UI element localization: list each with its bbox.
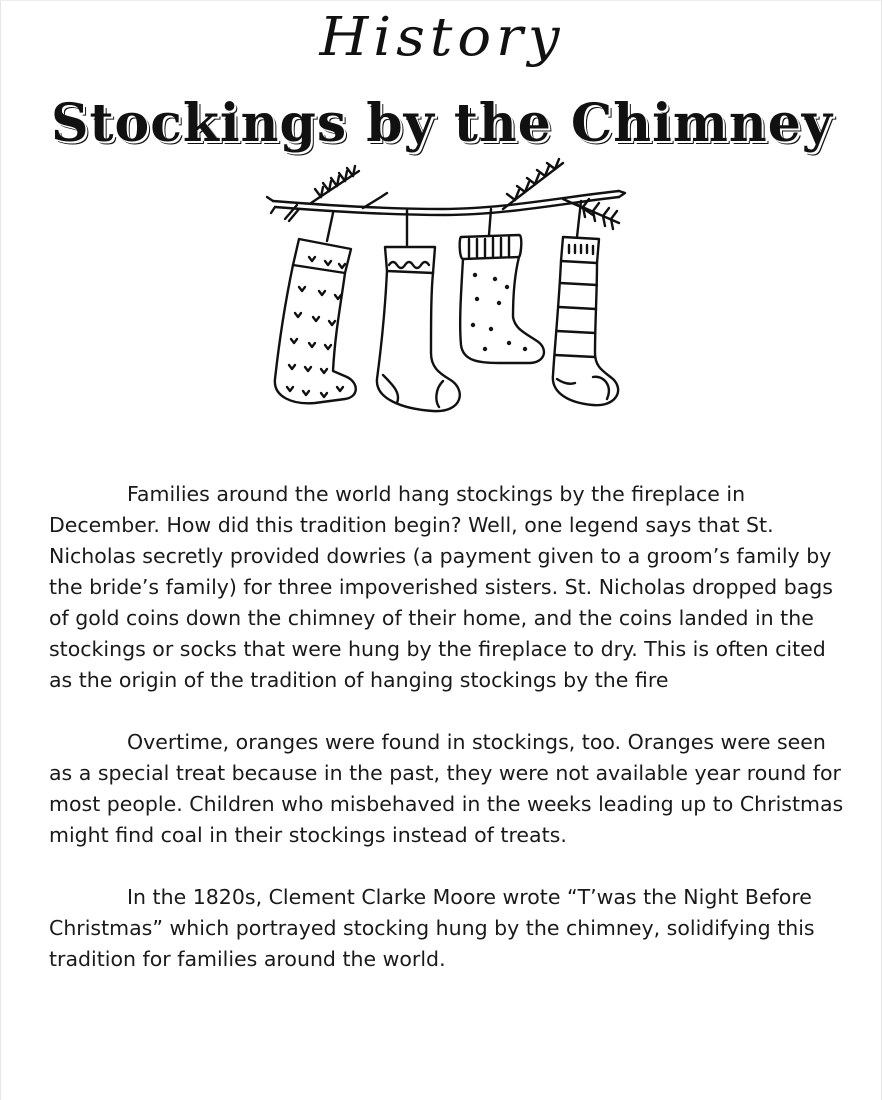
stocking-1-icon [275, 213, 356, 403]
article-body [49, 479, 849, 975]
page-title: Stockings by the Chimney [50, 93, 833, 154]
paragraph-3: In the 1820s, Clement Clarke Moore wrote “T’was the Night Before Christmas” which portrayed stocking hung by the chimney, solidifying this tradition for families around the world. [49, 885, 815, 971]
stocking-2-icon [377, 209, 460, 411]
paragraph-1: Families around the world hang stockings by the fireplace in December. How did this tradition begin? Well, one legend says that St. Nicholas secretly provided dowries (a payment given to a groom’s family by the bride’s family) for three impoverished sisters. St. Nicholas dropped bags of gold coins down the chimney of their home, and the coins landed in the stockings or socks that were hung by the fireplace to dry. This is often cited as the origin of the tradition of hanging stockings by the fire [49, 482, 833, 692]
paragraph-2: Overtime, oranges were found in stockings, too. Oranges were seen as a special treat because in the past, they were not available year round for most people. Children who misbehaved in the weeks leading up to Christmas might find coal in their stockings instead of treats. [49, 730, 844, 847]
hanging-stockings-icon [263, 153, 629, 417]
section-label: History [319, 6, 565, 69]
stocking-4-icon [553, 201, 618, 405]
branch-icon [267, 159, 625, 229]
stocking-3-icon [460, 209, 544, 363]
